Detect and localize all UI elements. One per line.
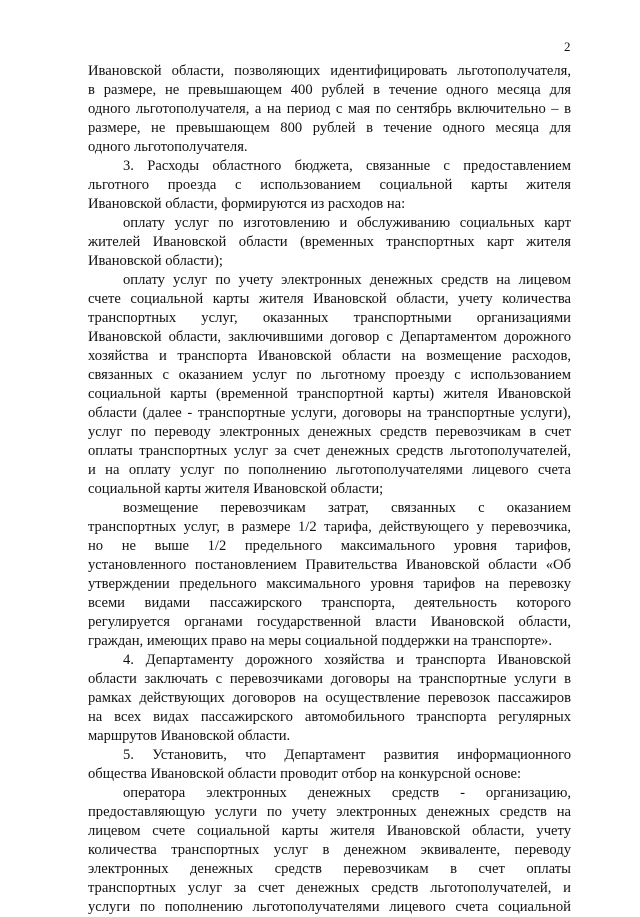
text-line: льготного проезда с использованием социальной карты жителя	[88, 177, 571, 193]
text-line: лицевом счете социальной карты жителя Ивановской области, учету	[88, 823, 571, 839]
text-line: установленного постановлением Правительства Ивановской области «Об	[88, 557, 571, 573]
text-line: и на оплату услуг по пополнению льготополучателями лицевого счета	[88, 462, 571, 478]
page-number: 2	[564, 39, 571, 54]
text-line: граждан, имеющих право на меры социальной поддержки на транспорте».	[88, 633, 552, 649]
text-line: жителей Ивановской области (временных транспортных карт жителя	[88, 234, 571, 250]
text-line: Ивановской области);	[88, 253, 223, 269]
text-line: на всех видах пассажирского автомобильного транспорта регулярных	[88, 709, 571, 725]
text-line: регулируется органами государственной власти Ивановской области,	[88, 614, 571, 630]
text-line: оплаты транспортных услуг за счет денежных средств льготополучателей,	[88, 443, 571, 459]
text-line: возмещение перевозчикам затрат, связанных с оказанием	[123, 500, 571, 516]
text-line: услуг по переводу электронных денежных средств перевозчикам в счет	[88, 424, 571, 440]
text-line: социальной карты (временной транспортной карты) жителя Ивановской	[88, 386, 571, 402]
text-line: маршрутов Ивановской области.	[88, 728, 291, 744]
text-line: Ивановской области, заключившими договор с Департаментом дорожного	[88, 329, 571, 345]
text-line: Ивановской области, позволяющих идентифицировать льготополучателя,	[88, 63, 571, 79]
text-line: области (далее - транспортные услуги, договоры на транспортные услуги),	[88, 405, 571, 421]
text-line: социальной карты жителя Ивановской области;	[88, 481, 384, 497]
text-line: оплату услуг по учету электронных денежных средств на лицевом	[123, 272, 571, 288]
text-line: оператора электронных денежных средств - организацию,	[123, 785, 571, 801]
text-line: счете социальной карты жителя Ивановской области, учету количества	[88, 291, 571, 307]
text-line: области заключать с перевозчиками договоры на транспортные услуги в	[88, 671, 571, 687]
text-line: транспортных услуг, в размере 1/2 тарифа, действующего у перевозчика,	[88, 519, 571, 535]
text-line: электронных денежных средств перевозчикам в счет оплаты	[88, 861, 571, 877]
text-line: хозяйства и транспорта Ивановской области на возмещение расходов,	[88, 348, 571, 364]
text-line: размере, не превышающем 800 рублей в течение одного месяца для	[88, 120, 571, 136]
text-line: одного льготополучателя.	[88, 139, 248, 155]
text-line: рамках действующих договоров на осуществление перевозок пассажиров	[88, 690, 571, 706]
text-line: 5. Установить, что Департамент развития информационного	[123, 747, 571, 763]
text-line: количества транспортных услуг в денежном эквиваленте, переводу	[88, 842, 571, 858]
text-line: оплату услуг по изготовлению и обслуживанию социальных карт	[123, 215, 571, 231]
text-line: в размере, не превышающем 400 рублей в течение одного месяца для	[88, 82, 571, 98]
text-line: Ивановской области, формируются из расходов на:	[88, 196, 406, 212]
text-line: общества Ивановской области проводит отбор на конкурсной основе:	[88, 766, 522, 782]
text-line: связанных с оказанием услуг по льготному проезду с использованием	[88, 367, 571, 383]
text-line: предоставляющую услуги по учету электронных денежных средств на	[88, 804, 571, 820]
text-line: утверждении предельного максимального уровня тарифов на перевозку	[88, 576, 571, 592]
text-line: транспортных услуг за счет денежных средств льготополучателей, и	[88, 880, 571, 896]
text-line: 4. Департаменту дорожного хозяйства и транспорта Ивановской	[123, 652, 571, 668]
text-line: транспортных услуг, оказанных транспортными организациями	[88, 310, 571, 326]
text-line: услуги по пополнению льготополучателями лицевого счета социальной	[88, 899, 571, 915]
text-line: 3. Расходы областного бюджета, связанные с предоставлением	[123, 158, 571, 174]
body-text	[88, 62, 571, 917]
text-line: всеми видами пассажирского транспорта, деятельность которого	[88, 595, 571, 611]
text-line: одного льготополучателя, а на период с мая по сентябрь включительно – в	[88, 101, 571, 117]
text-line: но не выше 1/2 предельного максимального уровня тарифов,	[88, 538, 571, 554]
